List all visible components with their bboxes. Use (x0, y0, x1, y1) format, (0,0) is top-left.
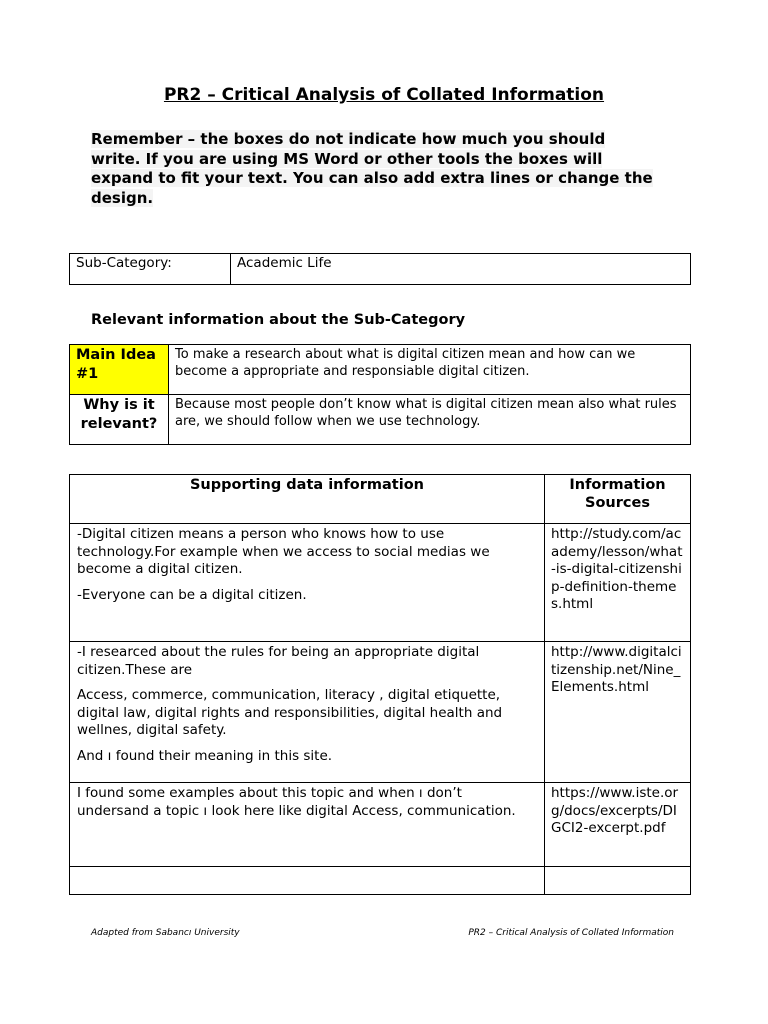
footer-left: Adapted from Sabancı University (91, 928, 240, 938)
table-row (70, 783, 691, 867)
relevant-heading: Relevant information about the Sub-Category (91, 312, 466, 328)
information-sources-header: Information Sources (545, 475, 691, 524)
supporting-paragraph: Access, commerce, communication, literacy , digital etiquette, digital law, digital rights and responsibilities, digital health and wellnes, digital safety. (77, 687, 503, 738)
main-idea-table (69, 344, 691, 445)
remember-line: design. (91, 188, 154, 207)
source-cell[interactable]: http://study.com/academy/lesson/what-is-digital-citizenship-definition-themes.html (545, 524, 691, 642)
footer-right: PR2 – Critical Analysis of Collated Information (468, 928, 674, 938)
supporting-data-header: Supporting data information (70, 475, 545, 524)
subcategory-value[interactable]: Academic Life (231, 254, 691, 285)
main-idea-text[interactable]: To make a research about what is digital citizen mean and how can we become a appropriate and responsiable digital citizen. (169, 345, 691, 395)
source-cell[interactable] (545, 867, 691, 895)
why-relevant-label: Why is it relevant? (70, 395, 169, 445)
why-relevant-text[interactable]: Because most people don’t know what is digital citizen mean also what rules are, we should follow when we use technology. (169, 395, 691, 445)
subcategory-label: Sub-Category: (70, 254, 231, 285)
table-row (70, 642, 691, 783)
supporting-data-cell[interactable] (70, 642, 545, 783)
supporting-paragraph: -Everyone can be a digital citizen. (77, 586, 307, 603)
table-row (70, 867, 691, 895)
remember-note (91, 130, 691, 208)
subcategory-table (69, 253, 691, 285)
supporting-data-table (69, 474, 691, 895)
supporting-paragraph: -Digital citizen means a person who knows how to use technology.For example when we access to social medias we become a digital citizen. (77, 526, 490, 577)
supporting-paragraph: And ı found their meaning in this site. (77, 747, 333, 764)
source-cell[interactable]: http://www.digitalcitizenship.net/Nine_Elements.html (545, 642, 691, 783)
remember-line: expand to fit your text. You can also add extra lines or change the (91, 169, 653, 187)
supporting-data-cell[interactable] (70, 783, 545, 867)
remember-line: Remember – the boxes do not indicate how much you should (91, 130, 606, 148)
supporting-data-cell[interactable] (70, 524, 545, 642)
source-cell[interactable]: https://www.iste.org/docs/excerpts/DIGCI2-excerpt.pdf (545, 783, 691, 867)
page-title: PR2 – Critical Analysis of Collated Information (163, 85, 605, 105)
table-row (70, 524, 691, 642)
main-idea-label: Main Idea #1 (70, 345, 169, 395)
supporting-data-cell[interactable] (70, 867, 545, 895)
remember-line: write. If you are using MS Word or other tools the boxes will (91, 149, 603, 168)
supporting-paragraph: I found some examples about this topic and when ı don’t undersand a topic ı look here like digital Access, communication. (77, 785, 516, 819)
supporting-paragraph: -I researced about the rules for being an appropriate digital citizen.These are (77, 644, 480, 678)
